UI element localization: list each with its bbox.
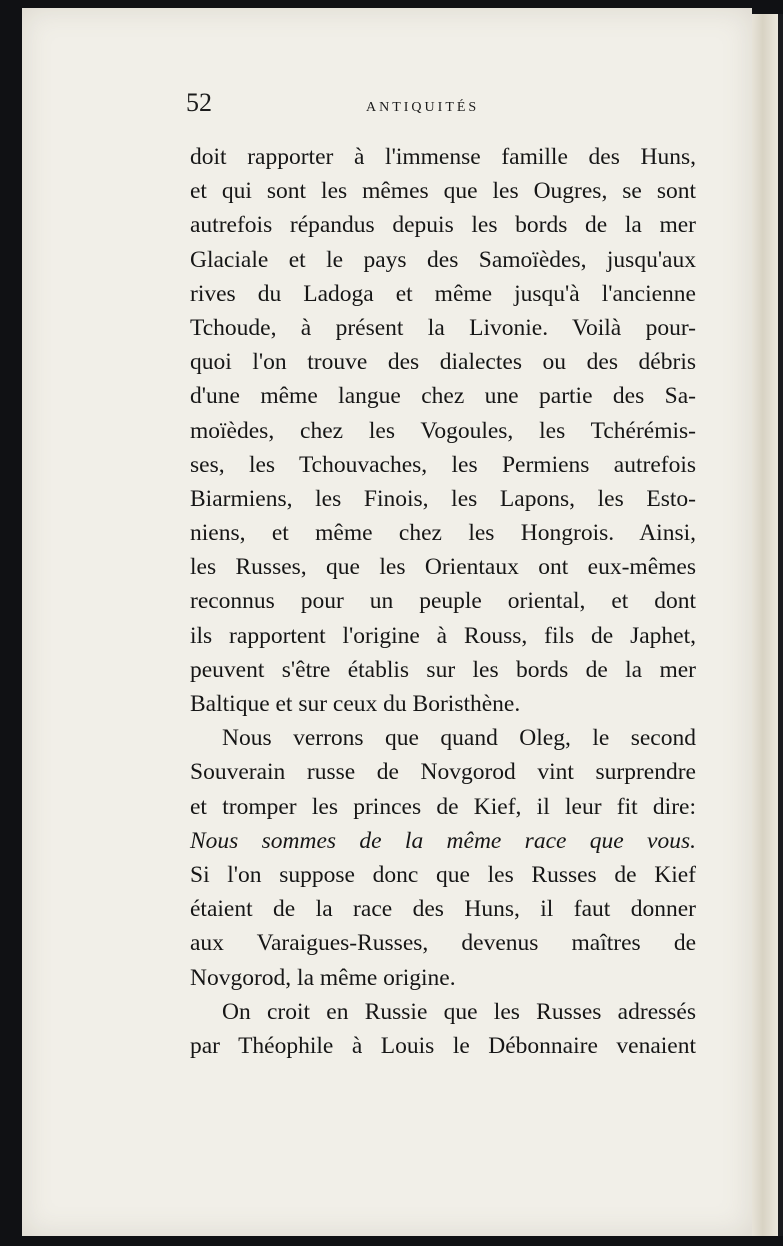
text-line: par Théophile à Louis le Débonnaire venaient xyxy=(190,1032,696,1059)
text-line: ses, les Tchouvaches, les Permiens autrefois xyxy=(190,451,696,478)
text-line: doit rapporter à l'immense famille des Huns, xyxy=(190,144,696,170)
text-line: d'une même langue chez une partie des Sa- xyxy=(190,383,696,410)
text-line: niens, et même chez les Hongrois. Ainsi, xyxy=(190,520,696,547)
text-line: Baltique et sur ceux du Boristhène. xyxy=(190,691,521,717)
text-line: Si l'on suppose donc que les Russes de Kief xyxy=(190,861,696,888)
text-line: peuvent s'être établis sur les bords de la mer xyxy=(190,656,696,683)
text-line: les Russes, que les Orientaux ont eux-mêmes xyxy=(190,554,696,581)
text-line: Biarmiens, les Finois, les Lapons, les Esto- xyxy=(190,485,696,512)
text-line: rives du Ladoga et même jusqu'à l'ancienne xyxy=(190,280,696,307)
page-header xyxy=(186,86,706,126)
text-line: autrefois répandus depuis les bords de la mer xyxy=(190,212,696,239)
page-edge xyxy=(752,14,779,1236)
text-line: On croit en Russie que les Russes adressés xyxy=(222,998,696,1025)
text-line-italic: Nous sommes de la même race que vous. xyxy=(190,827,696,854)
body-text xyxy=(190,140,696,1063)
text-line: Novgorod, la même origine. xyxy=(190,964,456,991)
text-line: Nous verrons que quand Oleg, le second xyxy=(222,725,696,752)
text-line: Souverain russe de Novgorod vint surprendre xyxy=(190,759,696,786)
text-line: quoi l'on trouve des dialectes ou des débris xyxy=(190,349,696,376)
text-line: étaient de la race des Huns, il faut donner xyxy=(190,896,696,923)
page-number: 52 xyxy=(186,88,212,117)
text-line: aux Varaigues-Russes, devenus maîtres de xyxy=(190,930,696,957)
text-line: reconnus pour un peuple oriental, et dont xyxy=(190,588,696,615)
text-line: et qui sont les mêmes que les Ougres, se sont xyxy=(190,178,696,205)
page-edge-shadow xyxy=(778,14,783,1236)
text-line: moïèdes, chez les Vogoules, les Tchérémis- xyxy=(190,417,696,444)
text-line: et tromper les princes de Kief, il leur fit dire: xyxy=(190,793,696,820)
text-line: ils rapportent l'origine à Rouss, fils de Japhet, xyxy=(190,622,696,649)
text-line: Glaciale et le pays des Samoïèdes, jusqu'aux xyxy=(190,246,696,273)
running-head: ANTIQUITÉS xyxy=(366,100,480,115)
text-line: Tchoude, à présent la Livonie. Voilà pour- xyxy=(190,314,696,341)
